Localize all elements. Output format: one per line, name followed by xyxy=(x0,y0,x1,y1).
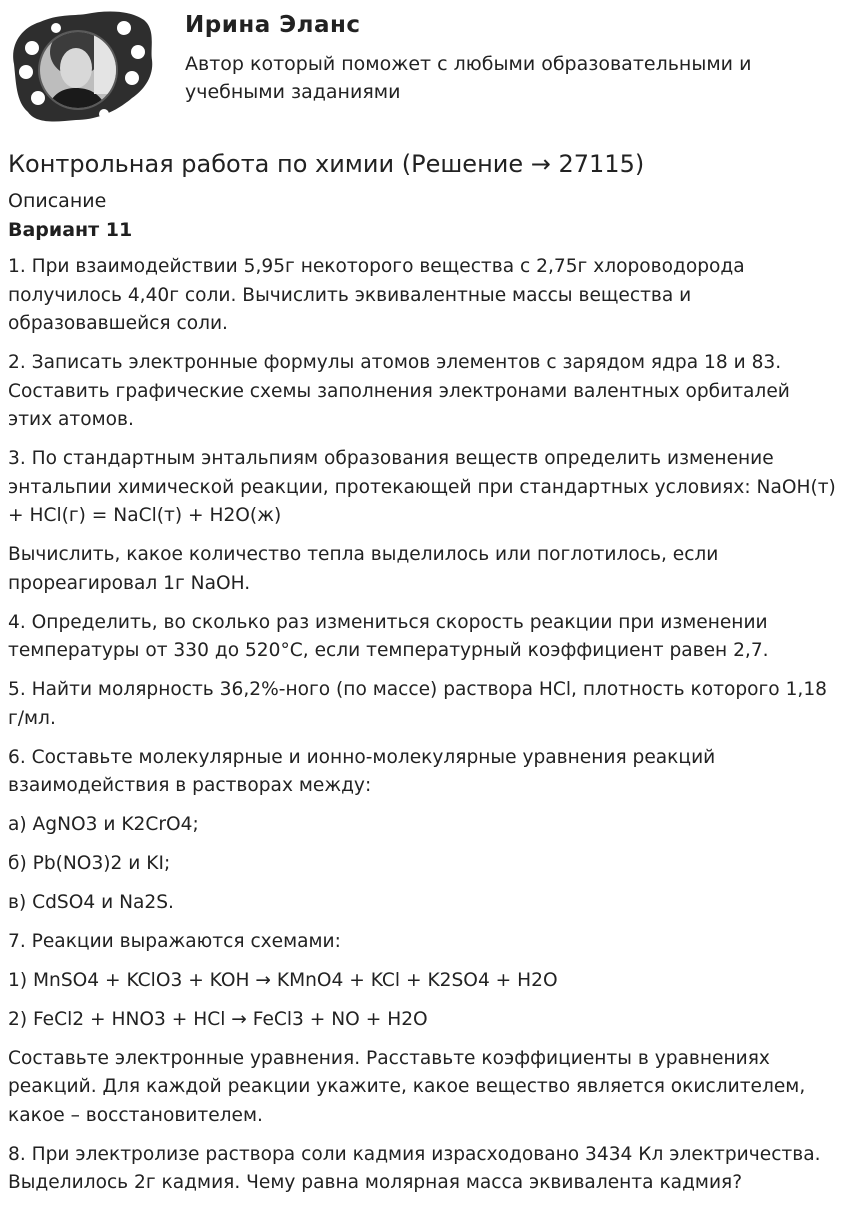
author-name[interactable]: Ирина Эланс xyxy=(185,12,361,38)
task-paragraph: а) AgNO3 и K2CrO4; xyxy=(8,814,199,836)
description-label: Описание xyxy=(8,190,107,212)
film-reel-avatar-icon xyxy=(6,6,156,128)
task-paragraph: Вычислить, какое количество тепла выделилось или поглотилось, если прореагировал 1г NaOH. xyxy=(8,544,719,594)
task-paragraph: 4. Определить, во сколько раз измениться скорость реакции при изменении температуры от 330 до 520°С, если температурный коэффициент равен 2,7. xyxy=(8,611,769,662)
task-paragraph: в) CdSO4 и Na2S. xyxy=(8,891,174,913)
task-paragraph: 2. Записать электронные формулы атомов элементов с зарядом ядра 18 и 83. Составить графические схемы заполнения электронами валентных орбиталей этих атомов. xyxy=(8,352,790,431)
task-paragraph: 1. При взаимодействии 5,95г некоторого вещества с 2,75г хлороводорода получилось 4,40г соли. Вычислить эквивалентные массы вещества и образовавшейся соли. xyxy=(8,256,745,335)
page-title: Контрольная работа по химии (Решение → 27115) xyxy=(8,150,645,178)
task-paragraph: 7. Реакции выражаются схемами: xyxy=(8,930,341,952)
task-paragraph: 6. Составьте молекулярные и ионно-молекулярные уравнения реакций взаимодействия в растворах между: xyxy=(8,746,716,797)
author-header xyxy=(0,0,847,140)
author-description: Автор который поможет с любыми образовательными и учебными заданиями xyxy=(185,53,752,103)
main-content xyxy=(0,147,847,1198)
task-paragraph: 8. При электролизе раствора соли кадмия израсходовано 3434 Кл электричества. Выделилось 2г кадмия. Чему равна молярная масса эквивалента кадмия? xyxy=(8,1143,821,1194)
author-avatar[interactable] xyxy=(6,6,156,128)
task-paragraph: 1) MnSO4 + KClO3 + KOH → KMnO4 + KCl + K2SO4 + H2O xyxy=(8,969,558,991)
task-paragraph: 5. Найти молярность 36,2%-ного (по массе) раствора HCl, плотность которого 1,18 г/мл. xyxy=(8,679,827,729)
task-paragraph: 2) FeCl2 + HNO3 + HCl → FeCl3 + NO + H2O xyxy=(8,1008,428,1030)
task-paragraph: 3. По стандартным энтальпиям образования веществ определить изменение энтальпии химической реакции, протекающей при стандартных условиях: NaOH(т) + HCl(г) = NaCl(т) + H2O(ж) xyxy=(8,448,836,527)
task-paragraph: Составьте электронные уравнения. Расставьте коэффициенты в уравнениях реакций. Для каждой реакции укажите, какое вещество является окислителем, какое – восстановителем. xyxy=(8,1047,806,1126)
task-paragraph: б) Pb(NO3)2 и KI; xyxy=(8,853,171,875)
variant-heading: Вариант 11 xyxy=(8,219,133,241)
